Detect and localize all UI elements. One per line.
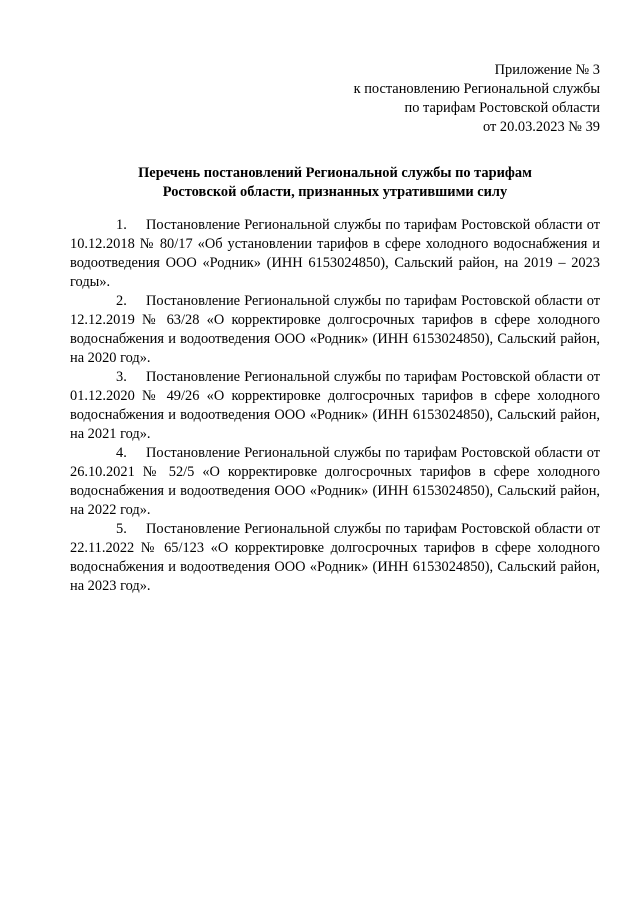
item-number: 2.: [116, 293, 127, 309]
resolutions-list: [70, 216, 600, 596]
title-line-2: Ростовской области, признанных утратившими силу: [162, 184, 508, 200]
item-number: 1.: [116, 217, 127, 233]
item-text: Постановление Региональной службы по тарифам Ростовской области от 26.10.2021 № 52/5 «О корректировке долгосрочных тарифов в сфере холодного водоснабжения и водоотведения ООО «Родник» (ИНН 6153024850), Сальский район, на 2022 год».: [70, 445, 600, 518]
appendix-reference: к постановлению Региональной службы: [353, 81, 600, 97]
list-item: [70, 520, 600, 596]
item-number: 3.: [116, 369, 127, 385]
list-item: [70, 368, 600, 444]
item-text: Постановление Региональной службы по тарифам Ростовской области от 01.12.2020 № 49/26 «О корректировке долгосрочных тарифов в сфере холодного водоснабжения и водоотведения ООО «Родник» (ИНН 6153024850), Сальский район, на 2021 год».: [70, 369, 600, 442]
item-number: 5.: [116, 521, 127, 537]
title-line-1: Перечень постановлений Региональной службы по тарифам: [138, 165, 532, 181]
appendix-number: Приложение № 3: [494, 62, 600, 78]
item-text: Постановление Региональной службы по тарифам Ростовской области от 12.12.2019 № 63/28 «О корректировке долгосрочных тарифов в сфере холодного водоснабжения и водоотведения ООО «Родник» (ИНН 6153024850), Сальский район, на 2020 год».: [70, 293, 600, 366]
list-item: [70, 292, 600, 368]
item-text: Постановление Региональной службы по тарифам Ростовской области от 22.11.2022 № 65/123 «О корректировке долгосрочных тарифов в сфере холодного водоснабжения и водоотведения ООО «Родник» (ИНН 6153024850), Сальский район, на 2023 год».: [70, 521, 600, 594]
item-text: Постановление Региональной службы по тарифам Ростовской области от 10.12.2018 № 80/17 «Об установлении тарифов в сфере холодного водоснабжения и водоотведения ООО «Родник» (ИНН 6153024850), Сальский район, на 2019 – 2023 годы».: [70, 217, 600, 290]
appendix-authority: по тарифам Ростовской области: [404, 100, 600, 116]
item-number: 4.: [116, 445, 127, 461]
document-title: [70, 164, 600, 202]
list-item: [70, 444, 600, 520]
list-item: [70, 216, 600, 292]
appendix-header: [354, 61, 600, 137]
appendix-date-number: от 20.03.2023 № 39: [483, 119, 600, 135]
